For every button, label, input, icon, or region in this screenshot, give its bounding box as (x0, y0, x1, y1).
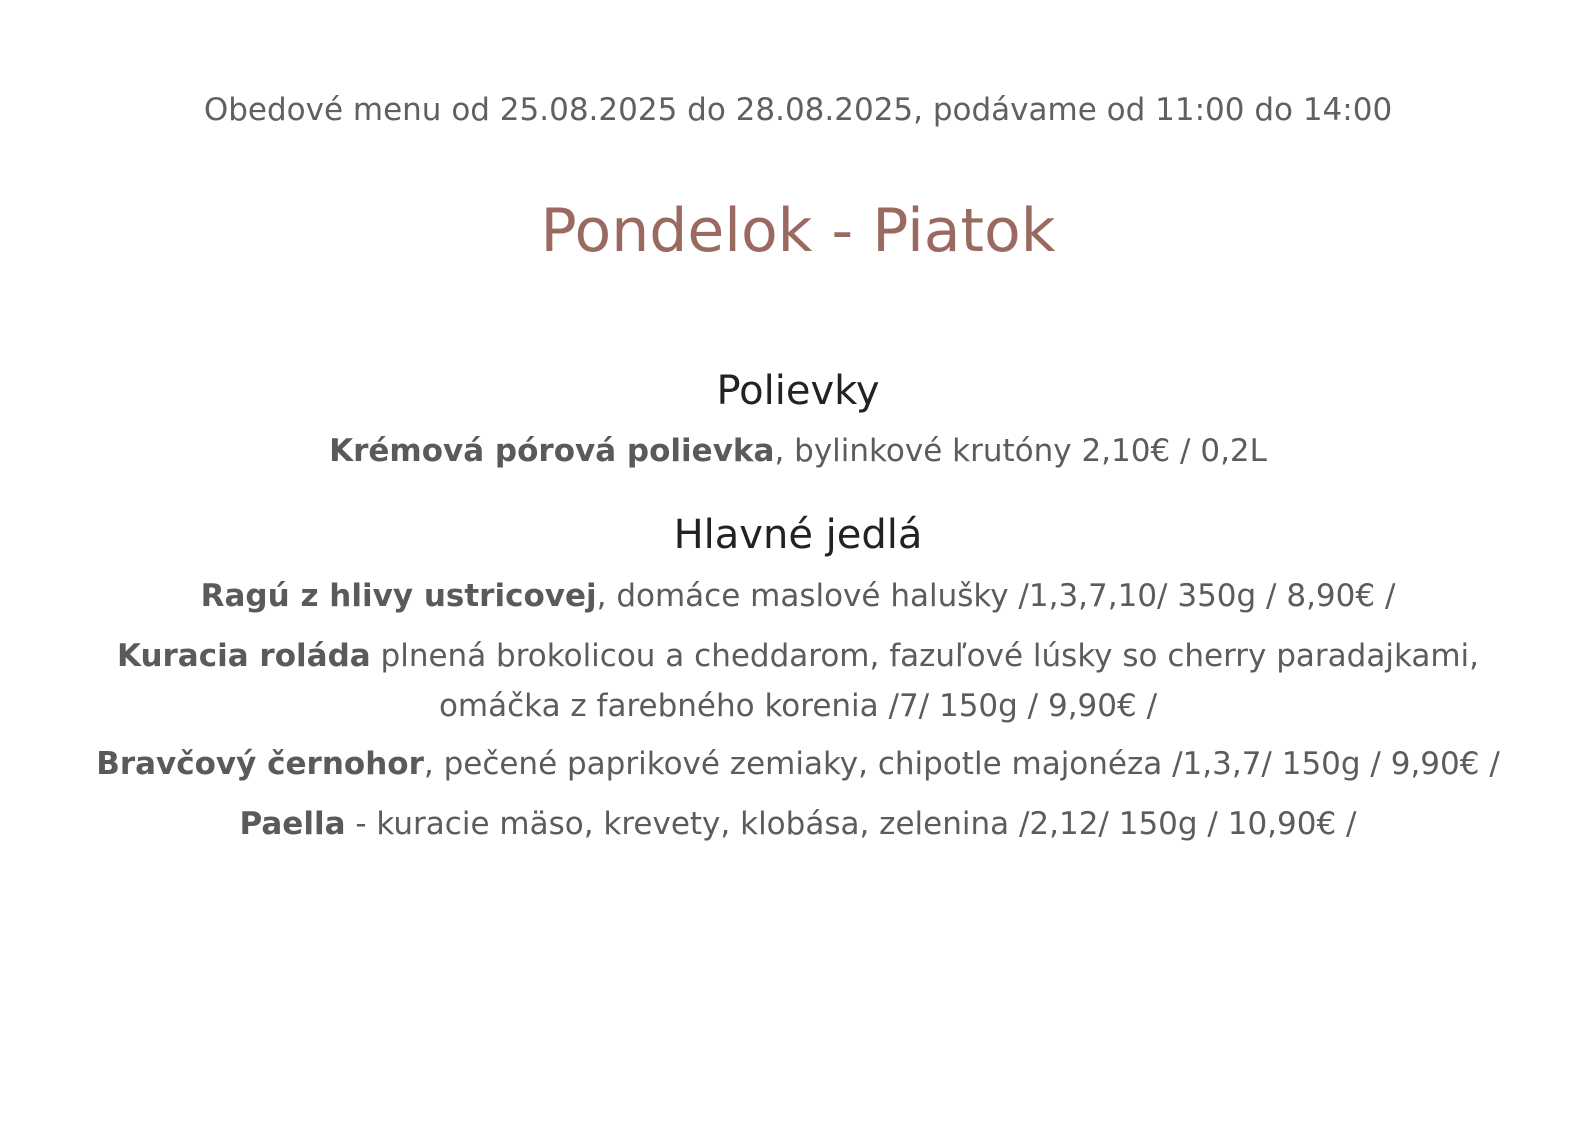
soup-item-name: Krémová pórová polievka (329, 433, 775, 469)
main-dish-detail: - kuracie mäso, krevety, klobása, zelenina /2,12/ 150g / 10,90€ / (345, 806, 1357, 842)
main-dish-item (0, 746, 1596, 782)
main-dish-name: Ragú z hlivy ustricovej (200, 578, 597, 614)
main-dish-detail-continued: omáčka z farebného korenia /7/ 150g / 9,90€ / (438, 688, 1158, 724)
menu-days-heading: Pondelok - Piatok (540, 196, 1056, 266)
soup-item (0, 433, 1596, 469)
main-dish-detail: , domáce maslové halušky /1,3,7,10/ 350g / 8,90€ / (596, 578, 1396, 614)
main-dish-item (0, 638, 1596, 674)
main-dish-item (0, 578, 1596, 614)
main-dish-detail: , pečené paprikové zemiaky, chipotle majonéza /1,3,7/ 150g / 9,90€ / (423, 746, 1500, 782)
main-dish-item (0, 806, 1596, 842)
soups-section-title: Polievky (716, 368, 880, 414)
main-dish-name: Paella (239, 806, 346, 842)
menu-intro-text: Obedové menu od 25.08.2025 do 28.08.2025, podávame od 11:00 do 14:00 (203, 92, 1393, 128)
mains-section-title: Hlavné jedlá (673, 512, 923, 558)
main-dish-name: Kuracia roláda (116, 638, 371, 674)
soup-item-detail: , bylinkové krutóny 2,10€ / 0,2L (774, 433, 1267, 469)
main-dish-detail: plnená brokolicou a cheddarom, fazuľové lúsky so cherry paradajkami, (370, 638, 1480, 674)
main-dish-name: Bravčový černohor (96, 746, 424, 782)
